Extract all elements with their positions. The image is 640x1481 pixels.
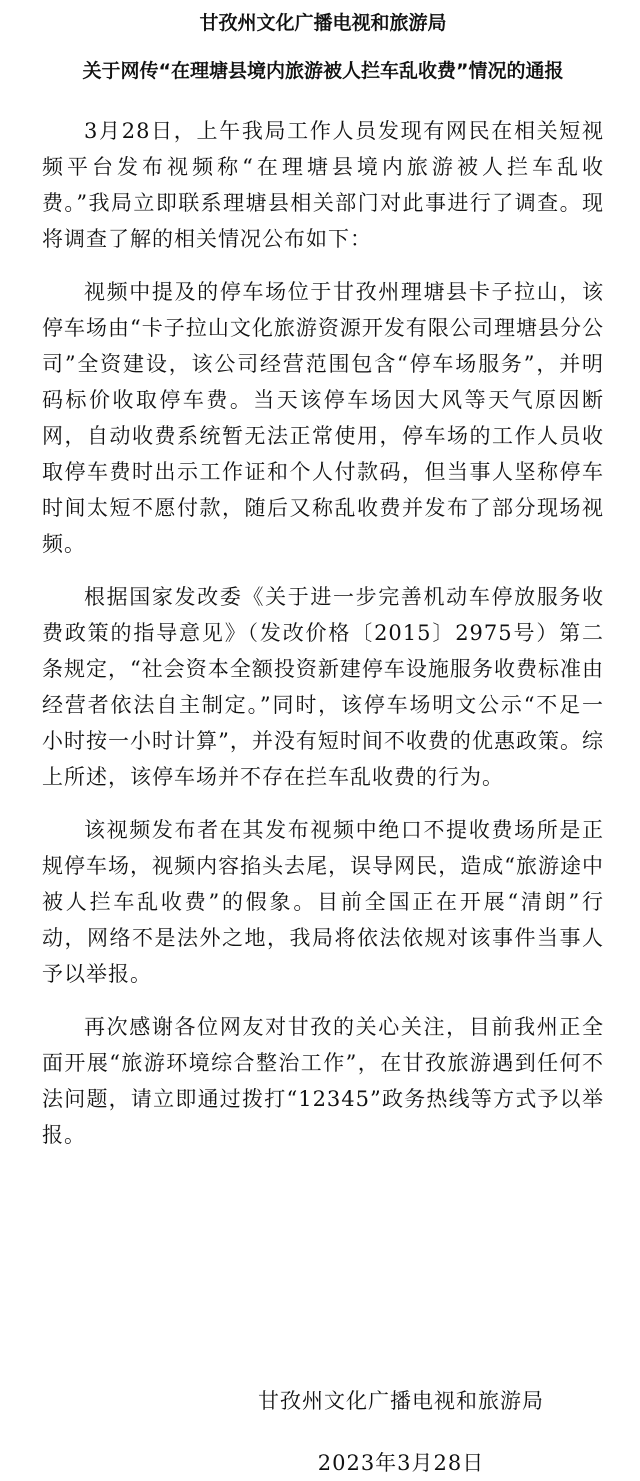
signature-date: 2023年3月28日	[317, 1451, 485, 1475]
paragraph-parking-facts: 视频中提及的停车场位于甘孜州理塘县卡子拉山，该停车场由“卡子拉山文化旅游资源开发有限公司理塘县分公司”全资建设，该公司经营范围包含“停车场服务”，并明码标价收取停车费。当天该停车场因大风等天气原因断网，自动收费系统暂无法正常使用，停车场的工作人员收取停车费时出示工作证和个人付款码，但当事人坚称停车时间太短不愿付款，随后又称乱收费并发布了部分现场视频。	[42, 280, 604, 556]
signature-organization: 甘孜州文化广播电视和旅游局	[258, 1389, 544, 1413]
document-header	[42, 0, 604, 85]
issuing-organization-title: 甘孜州文化广播电视和旅游局	[199, 12, 447, 34]
paragraph-thanks-hotline: 再次感谢各位网友对甘孜的关心关注，目前我州正全面开展“旅游环境综合整治工作”，在甘孜旅游遇到任何不法问题，请立即通过拨打“12345”政务热线等方式予以举报。	[42, 1015, 604, 1147]
paragraph-video-misleading: 该视频发布者在其发布视频中绝口不提收费场所是正规停车场，视频内容掐头去尾，误导网民，造成“旅游途中被人拦车乱收费”的假象。目前全国正在开展“清朗”行动，网络不是法外之地，我局将依法依规对该事件当事人予以举报。	[42, 818, 604, 986]
paragraph-intro: 3月28日，上午我局工作人员发现有网民在相关短视频平台发布视频称“在理塘县境内旅游被人拦车乱收费。”我局立即联系理塘县相关部门对此事进行了调查。现将调查了解的相关情况公布如下：	[42, 119, 604, 251]
document-title: 关于网传“在理塘县境内旅游被人拦车乱收费”情况的通报	[82, 60, 564, 82]
signature-block	[258, 1383, 544, 1481]
paragraph-policy-basis: 根据国家发改委《关于进一步完善机动车停放服务收费政策的指导意见》（发改价格〔2015〕2975号）第二条规定，“社会资本全额投资新建停车设施服务收费标准由经营者依法自主制定。”同时，该停车场明文公示“不足一小时按一小时计算”，并没有短时间不收费的优惠政策。综上所述，该停车场并不存在拦车乱收费的行为。	[42, 585, 604, 789]
document-body	[42, 113, 604, 1153]
